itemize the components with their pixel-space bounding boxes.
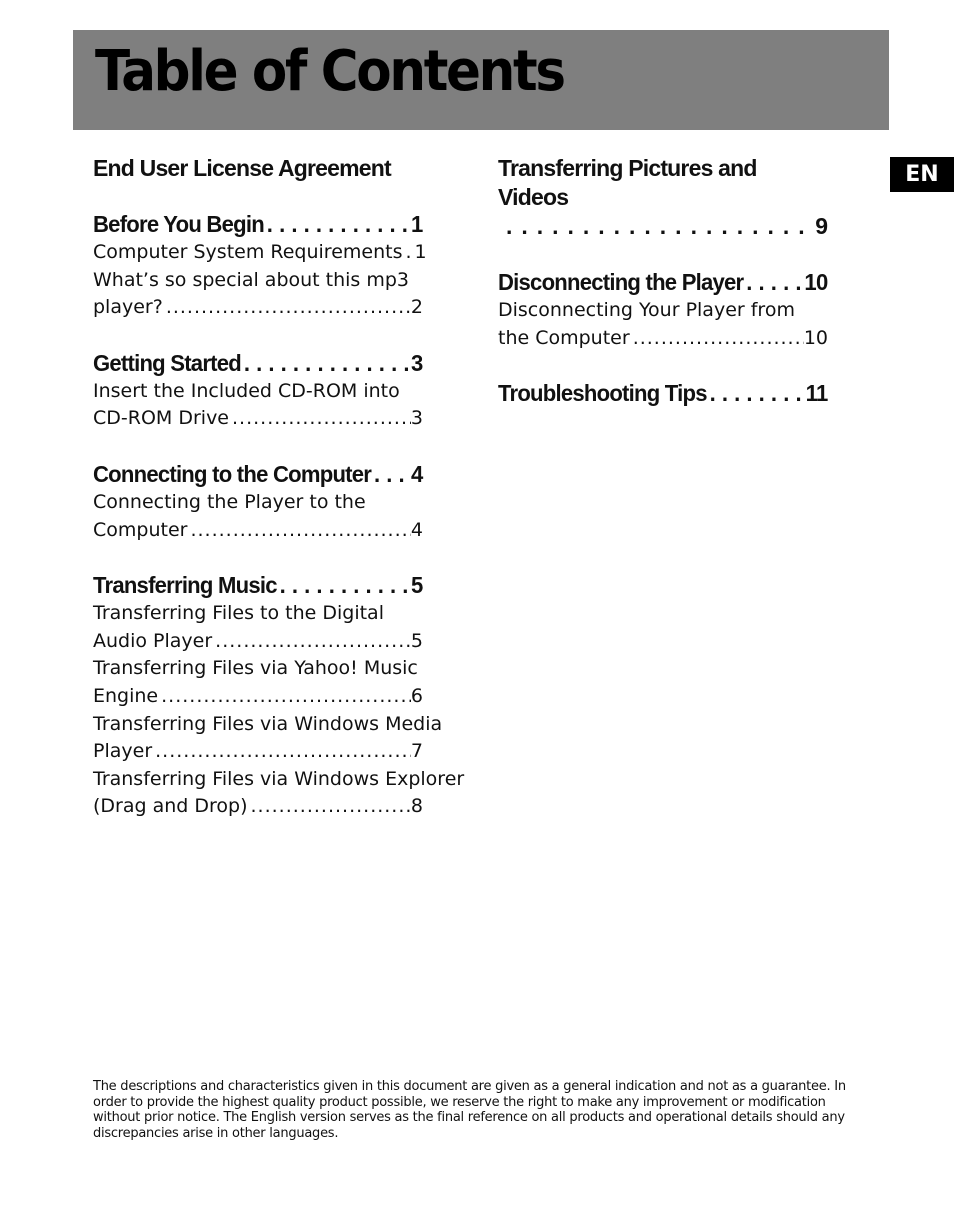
dot-leader xyxy=(277,571,411,600)
toc-subentry-label: Engine xyxy=(93,684,159,707)
dot-leader xyxy=(241,349,411,378)
toc-page-number: 4 xyxy=(410,518,423,541)
toc-subentry-label: Transferring Files via Yahoo! Music xyxy=(93,657,418,680)
toc-subentry-label: Computer xyxy=(93,518,188,541)
dot-leader xyxy=(158,683,411,711)
toc-subentry-label: player? xyxy=(93,296,163,319)
toc-page-number: 5 xyxy=(410,572,423,599)
dot-leader xyxy=(163,294,411,322)
toc-subentry xyxy=(93,738,423,766)
toc-right-column xyxy=(498,154,828,435)
toc-page-number: 3 xyxy=(410,407,423,430)
toc-page-number: 9 xyxy=(815,213,828,239)
dot-leader xyxy=(212,628,411,656)
dot-leader xyxy=(229,405,411,433)
toc-entry-title: Before You Begin xyxy=(93,211,264,237)
toc-section-eula xyxy=(93,154,423,183)
toc-subentry-label: Audio Player xyxy=(93,629,213,652)
toc-entry-title: Disconnecting the Player xyxy=(498,269,744,295)
toc-subentry-label: Computer System Requirements xyxy=(93,241,403,263)
toc-subentry-label: Transferring Files to the Digital xyxy=(93,602,384,625)
toc-entry-title: Transferring Music xyxy=(93,572,277,599)
language-tab: EN xyxy=(890,157,954,192)
toc-eula-title: End User License Agreement xyxy=(93,155,391,181)
toc-entry-transferring-music xyxy=(93,571,422,600)
toc-page-number: 11 xyxy=(805,380,828,407)
toc-section-disconnecting xyxy=(498,268,828,352)
toc-subentry xyxy=(93,628,423,656)
toc-subentry-label: Transferring Files via Windows Media xyxy=(93,712,443,735)
toc-subentry xyxy=(93,239,427,267)
toc-section-getting-started xyxy=(93,349,423,433)
toc-subentry-label: (Drag and Drop) xyxy=(93,795,248,818)
toc-subentry xyxy=(93,294,423,322)
toc-subentry xyxy=(93,405,423,433)
dot-leader xyxy=(707,379,806,408)
toc-subentry-label: the Computer xyxy=(498,326,630,349)
dot-leader xyxy=(371,460,411,489)
toc-entry-disconnecting xyxy=(498,268,827,297)
toc-section-before xyxy=(93,210,427,322)
toc-page-number: 3 xyxy=(410,349,423,376)
dot-leader xyxy=(743,268,804,297)
toc-subentry xyxy=(93,683,423,711)
toc-entry-title: Troubleshooting Tips xyxy=(498,380,707,407)
dot-leader xyxy=(402,239,414,267)
toc-entry-pictures-page xyxy=(498,212,828,241)
dot-leader xyxy=(152,738,411,766)
toc-page-number: 10 xyxy=(804,269,828,295)
disclaimer-text: The descriptions and characteristics given in this document are given as a general indication and not as a guarantee. In order to provide the highest quality product possible, we reserve the right to make any improvement or modification without prior notice. The English version serves as the final reference on all products and operational details should any discrepancies arise in other languages. xyxy=(93,1079,846,1141)
toc-page-number: 2 xyxy=(410,296,423,319)
toc-subentry xyxy=(498,325,828,353)
toc-left-column xyxy=(93,154,465,848)
toc-page-number: 1 xyxy=(414,241,427,263)
dot-leader xyxy=(187,517,410,545)
toc-page-number: 4 xyxy=(410,460,423,487)
toc-subentry xyxy=(93,517,423,545)
toc-page-number: 1 xyxy=(410,211,423,237)
toc-entry-title: Connecting to the Computer xyxy=(93,460,372,487)
toc-entry-connecting xyxy=(93,460,422,489)
toc-page-number: 6 xyxy=(410,684,423,707)
toc-section-connecting xyxy=(93,460,423,544)
toc-subentry xyxy=(93,793,423,821)
toc-page-number: 5 xyxy=(410,629,423,652)
dot-leader xyxy=(264,210,411,239)
toc-entry-title: Transferring Pictures and Videos xyxy=(498,155,757,210)
toc-subentry-label: What’s so special about this mp3 xyxy=(93,268,410,291)
toc-subentry-label: Insert the Included CD-ROM into xyxy=(93,379,400,402)
title-banner xyxy=(73,30,889,130)
dot-leader xyxy=(630,325,804,353)
toc-section-troubleshooting xyxy=(498,379,828,408)
dot-leader xyxy=(248,793,411,821)
toc-entry-title: Getting Started xyxy=(93,349,241,376)
toc-subentry-label: Connecting the Player to the xyxy=(93,490,366,513)
toc-section-transferring-music xyxy=(93,571,465,821)
toc-entry-troubleshooting xyxy=(498,379,827,408)
toc-subentry-label: CD-ROM Drive xyxy=(93,407,229,430)
dot-leader xyxy=(506,212,815,241)
toc-section-pictures xyxy=(498,154,828,241)
toc-entry-before xyxy=(93,210,422,239)
toc-page-number: 8 xyxy=(410,795,423,818)
toc-page-number: 10 xyxy=(803,326,828,349)
toc-entry-getting-started xyxy=(93,349,422,378)
toc-page-number: 7 xyxy=(410,740,423,763)
toc-subentry-label: Player xyxy=(93,740,153,763)
toc-subentry-label: Disconnecting Your Player from xyxy=(498,299,795,321)
page-title: Table of Contents xyxy=(95,39,564,104)
toc-subentry-label: Transferring Files via Windows Explorer xyxy=(93,767,465,790)
